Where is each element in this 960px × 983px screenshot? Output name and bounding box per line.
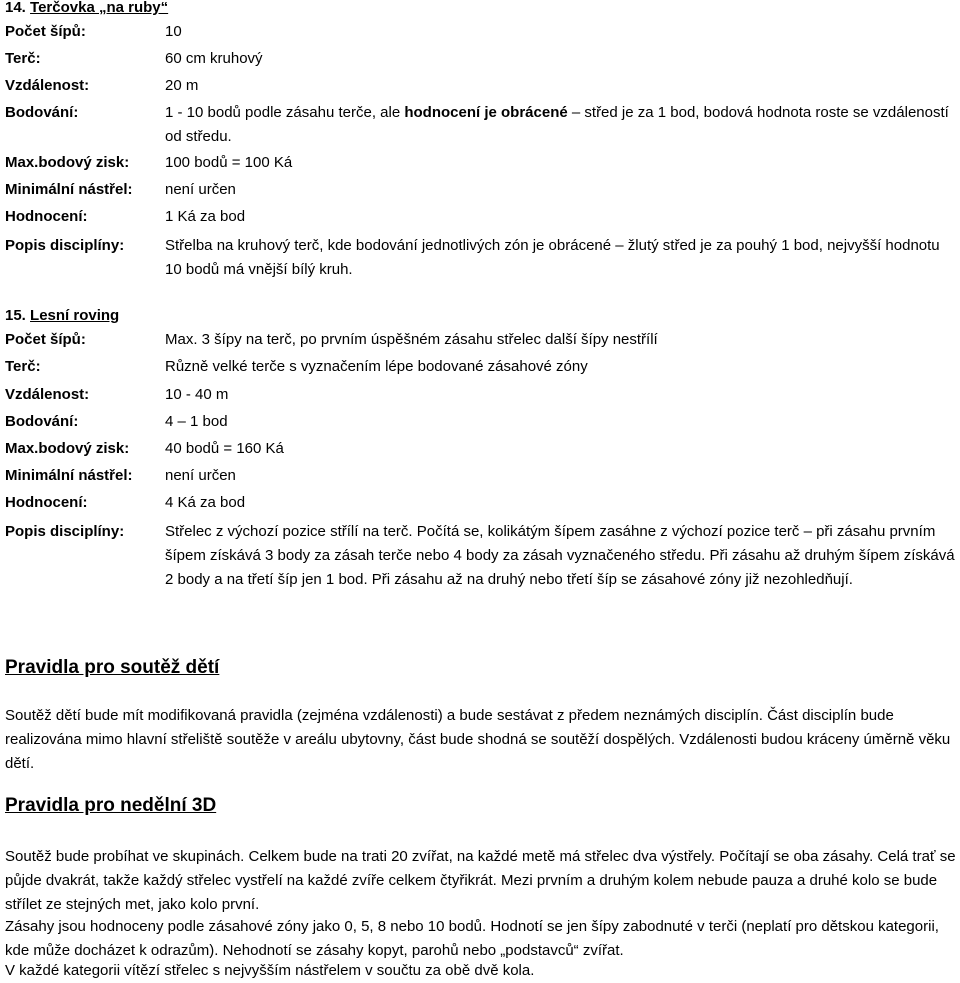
sunday-rules-paragraph-2: Zásahy jsou hodnoceny podle zásahové zóny jako 0, 5, 8 nebo 10 bodů. Hodnotí se jen šípy zabodnuté v terči (neplatí pro dětskou kategorii, kde může docházet k odrazům). Nehodnotí se zásahy kopyt, parohů nebo „podstavců“ zvířat. [5,918,939,959]
s15-label-rating: Hodnocení: [5,494,88,511]
s14-label-max: Max.bodový zisk: [5,154,130,171]
s15-label-description: Popis disciplíny: [5,523,125,540]
s15-value-max: 40 bodů = 160 Ká [165,440,284,457]
s14-label-distance: Vzdálenost: [5,77,90,94]
kids-rules-paragraph: Soutěž dětí bude mít modifikovaná pravidla (zejména vzdálenosti) a bude sestávat z předem neznámých disciplín. Část disciplín bude realizována mimo hlavní střeliště soutěže v areálu ubytovny, část bude shodná se soutěží dospělých. Vzdálenosti budou kráceny úměrně věku dětí. [5,707,951,772]
s14-label-arrows: Počet šípů: [5,23,86,40]
s14-scoring-text-b: – střed je za 1 bod, bodová hodnota roste se vzdáleností od středu. [165,104,949,145]
section-15-heading [5,306,119,326]
s14-value-rating: 1 Ká za bod [165,208,246,225]
s15-label-distance: Vzdálenost: [5,386,90,403]
section-15-title: Lesní roving [30,307,120,324]
s14-value-arrows: 10 [165,23,182,40]
s14-value-min: není určen [165,181,236,198]
s15-value-distance: 10 - 40 m [165,386,229,403]
s15-value-rating: 4 Ká za bod [165,494,246,511]
s15-value-min: není určen [165,467,236,484]
section-14-heading [5,0,168,18]
sunday-rules-paragraph-3: V každé kategorii vítězí střelec s nejvyšším nástřelem v součtu za obě dvě kola. [5,962,535,979]
s14-label-scoring: Bodování: [5,104,79,121]
s15-label-target: Terč: [5,358,41,375]
kids-rules-heading: Pravidla pro soutěž dětí [5,657,220,678]
s14-label-target: Terč: [5,50,41,67]
sunday-rules-paragraph-1: Soutěž bude probíhat ve skupinách. Celkem bude na trati 20 zvířat, na každé metě má střelec dva výstřely. Počítají se oba zásahy. Celá trať se půjde dvakrát, takže každý střelec vystřelí na každé zvíře celkem čtyřikrát. Mezi prvním a druhým kolem nebude pauza a druhé kolo se bude střílet ze stejných met, jako kolo první. [5,848,956,913]
s15-value-scoring: 4 – 1 bod [165,413,228,430]
s14-value-description: Střelba na kruhový terč, kde bodování jednotlivých zón je obrácené – žlutý střed je za pouhý 1 bod, nejvyšší hodnotu 10 bodů má vnější bílý kruh. [165,237,940,278]
s15-value-description: Střelec z výchozí pozice střílí na terč. Počítá se, kolikátým šípem zasáhne z výchozí pozice terč – při zásahu prvním šípem získává 3 body za zásah terče nebo 4 body za zásah vyznačeného středu. Při zásahu až druhým šípem získává 2 body a na třetí šíp jen 1 bod. Při zásahu až na druhý nebo třetí šíp se zásahové zóny již nezohledňují. [165,523,955,588]
sunday-rules-heading: Pravidla pro nedělní 3D [5,795,217,816]
s14-label-description: Popis disciplíny: [5,237,125,254]
section-14-title: Terčovka „na ruby“ [30,0,169,16]
s15-label-max: Max.bodový zisk: [5,440,130,457]
s14-value-scoring [165,101,960,149]
section-15-number: 15. [5,307,26,324]
s15-label-min: Minimální nástřel: [5,467,133,484]
s15-label-scoring: Bodování: [5,413,79,430]
s15-label-arrows: Počet šípů: [5,331,86,348]
s14-scoring-text-a: 1 - 10 bodů podle zásahu terče, ale [165,104,405,121]
s14-label-rating: Hodnocení: [5,208,88,225]
s14-value-max: 100 bodů = 100 Ká [165,154,293,171]
s14-label-min: Minimální nástřel: [5,181,133,198]
s15-value-target: Různě velké terče s vyznačením lépe bodované zásahové zóny [165,358,588,375]
section-14-number: 14. [5,0,26,16]
s14-scoring-text-bold: hodnocení je obrácené [404,104,568,121]
s14-value-target: 60 cm kruhový [165,50,263,67]
s15-value-arrows: Max. 3 šípy na terč, po prvním úspěšném zásahu střelec další šípy nestřílí [165,331,658,348]
s14-value-distance: 20 m [165,77,199,94]
